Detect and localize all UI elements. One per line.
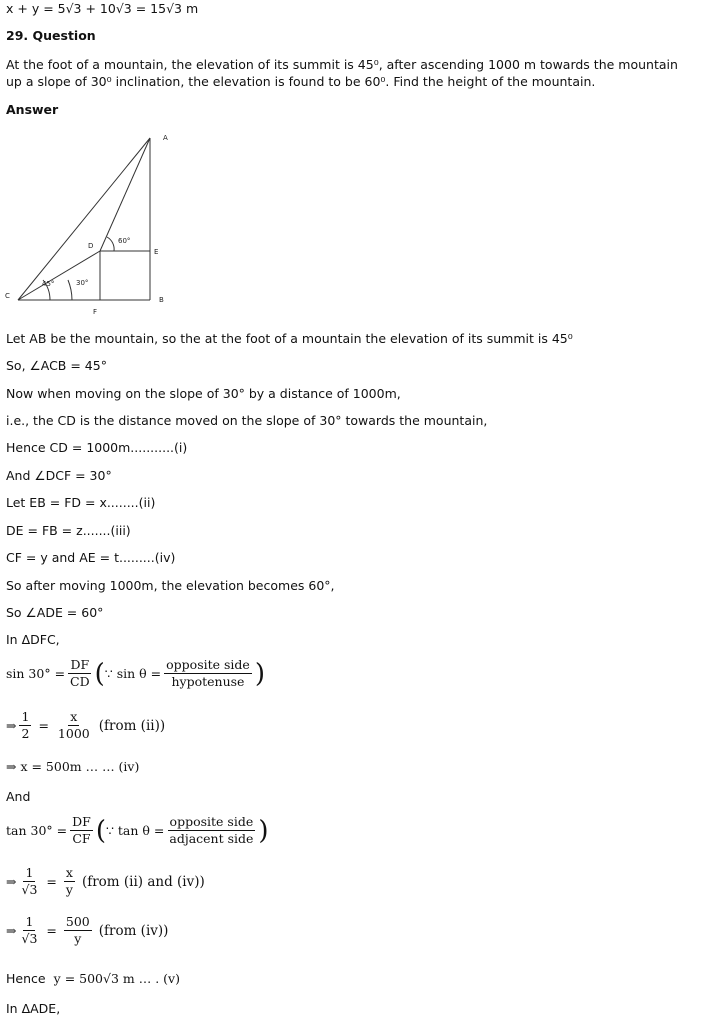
eq5-rden: y	[65, 882, 73, 897]
equation-step-x	[6, 710, 165, 741]
eq5-den: √3	[21, 882, 38, 897]
eq6-left-fraction	[19, 915, 39, 946]
previous-result-line: x + y = 5√3 + 10√3 = 15√3 m	[6, 1, 199, 16]
question-text-line-1: At the foot of a mountain, the elevation of its summit is 45⁰, after ascending 1000 m towards the mountain	[6, 57, 678, 72]
equation-tan30: tan 30° = $\frac{DF}{CF}$ ( ∵ tan θ = $\frac{\text{opposite side}}{\text{adjacent side}}$ )	[6, 814, 269, 846]
hence-line	[6, 968, 180, 987]
eq6-right-fraction	[64, 915, 92, 946]
hence-label: Hence	[6, 971, 46, 986]
angle-30-label: 30°	[76, 279, 89, 287]
hence-expr: y = 500√3 m … . (v)	[53, 971, 180, 986]
last-line: In ΔADE,	[6, 1001, 61, 1016]
eq6-rnum: 500	[65, 914, 90, 929]
eq5-arrow: ⇒	[6, 874, 17, 889]
equation-step-500	[6, 915, 168, 946]
arc-30	[68, 280, 72, 300]
eq1-lhs: sin 30° =	[6, 666, 66, 681]
slope-cd	[18, 251, 100, 300]
eq6-note: (from (iv))	[98, 922, 169, 939]
eq1-rden: hypotenuse	[171, 674, 245, 689]
eq4-fraction	[70, 815, 93, 846]
label-d: D	[88, 242, 94, 250]
solution-line: i.e., the CD is the distance moved on the slope of 30° towards the mountain,	[6, 413, 488, 428]
eq2-note: (from (ii))	[98, 717, 166, 734]
eq5-note: (from (ii) and (iv))	[81, 873, 205, 890]
solution-line: Let AB be the mountain, so the at the foot of a mountain the elevation of its summit is 45⁰	[6, 331, 573, 346]
eq2-rden: 1000	[57, 726, 90, 741]
eq5-rnum: x	[65, 865, 73, 880]
solution-line: DE = FB = z.......(iii)	[6, 523, 131, 538]
eq2-rnum: x	[70, 709, 78, 724]
label-e: E	[154, 248, 159, 256]
eq2-arrow: ⇒	[6, 718, 17, 733]
eq1-def-fraction	[164, 658, 252, 689]
label-b: B	[159, 296, 164, 304]
eq4-num: DF	[72, 814, 91, 829]
eq2-num: 1	[21, 709, 30, 724]
eq2-den: 2	[21, 726, 30, 741]
eq6-rden: y	[74, 931, 82, 946]
sight-line-da	[100, 138, 150, 251]
angle-45-label: 45°	[42, 280, 55, 288]
solution-line: In ΔDFC,	[6, 632, 60, 647]
eq5-num: 1	[25, 865, 34, 880]
eq6-den: √3	[21, 931, 38, 946]
eq4-because: ∵ tan θ =	[105, 823, 165, 838]
answer-heading: Answer	[6, 102, 59, 117]
solution-line: And ∠DCF = 30°	[6, 468, 112, 483]
eq2-equals: =	[38, 718, 49, 733]
eq5-left-fraction	[19, 866, 39, 897]
eq6-equals: =	[46, 923, 57, 938]
equation-sin30: sin 30° = $\frac{DF}{CD}$ ( ∵ sin θ = $\frac{\text{opposite side}}{\text{hypotenuse}}$ )	[6, 657, 265, 689]
and-label: And	[6, 789, 31, 804]
solution-line: CF = y and AE = t.........(iv)	[6, 550, 176, 565]
angle-60-label: 60°	[118, 237, 131, 245]
eq4-lhs: tan 30° =	[6, 823, 68, 838]
eq4-def-fraction	[167, 815, 255, 846]
eq1-den: CD	[70, 674, 90, 689]
arc-60	[107, 237, 114, 251]
solution-line: So ∠ADE = 60°	[6, 605, 104, 620]
eq1-fraction	[68, 658, 92, 689]
label-f: F	[93, 308, 98, 316]
equation-x-value: ⇒ x = 500m … … (iv)	[6, 759, 140, 774]
eq1-num: DF	[70, 657, 90, 672]
label-c: C	[5, 292, 10, 300]
eq6-arrow: ⇒	[6, 923, 17, 938]
question-heading: 29. Question	[6, 28, 96, 43]
eq1-because: ∵ sin θ =	[104, 666, 162, 681]
solution-line: So after moving 1000m, the elevation becomes 60°,	[6, 578, 335, 593]
question-text-line-2: up a slope of 30⁰ inclination, the elevation is found to be 60⁰. Find the height of the mountain.	[6, 74, 596, 89]
solution-line: Now when moving on the slope of 30° by a distance of 1000m,	[6, 386, 401, 401]
eq6-num: 1	[25, 914, 34, 929]
equation-step-y	[6, 866, 205, 897]
label-a: A	[163, 134, 168, 142]
eq5-right-fraction	[64, 866, 75, 897]
eq2-left-fraction	[19, 710, 31, 741]
eq4-rnum: opposite side	[169, 814, 254, 829]
eq4-rden: adjacent side	[169, 831, 254, 846]
mountain-diagram	[0, 120, 190, 320]
solution-line: Hence CD = 1000m...........(i)	[6, 440, 188, 455]
solution-line: So, ∠ACB = 45°	[6, 358, 107, 373]
eq1-rnum: opposite side	[166, 657, 250, 672]
solution-line: Let EB = FD = x........(ii)	[6, 495, 156, 510]
sight-line-ca	[18, 138, 150, 300]
eq5-equals: =	[46, 874, 57, 889]
eq4-den: CF	[72, 831, 91, 846]
eq2-right-fraction	[56, 710, 92, 741]
